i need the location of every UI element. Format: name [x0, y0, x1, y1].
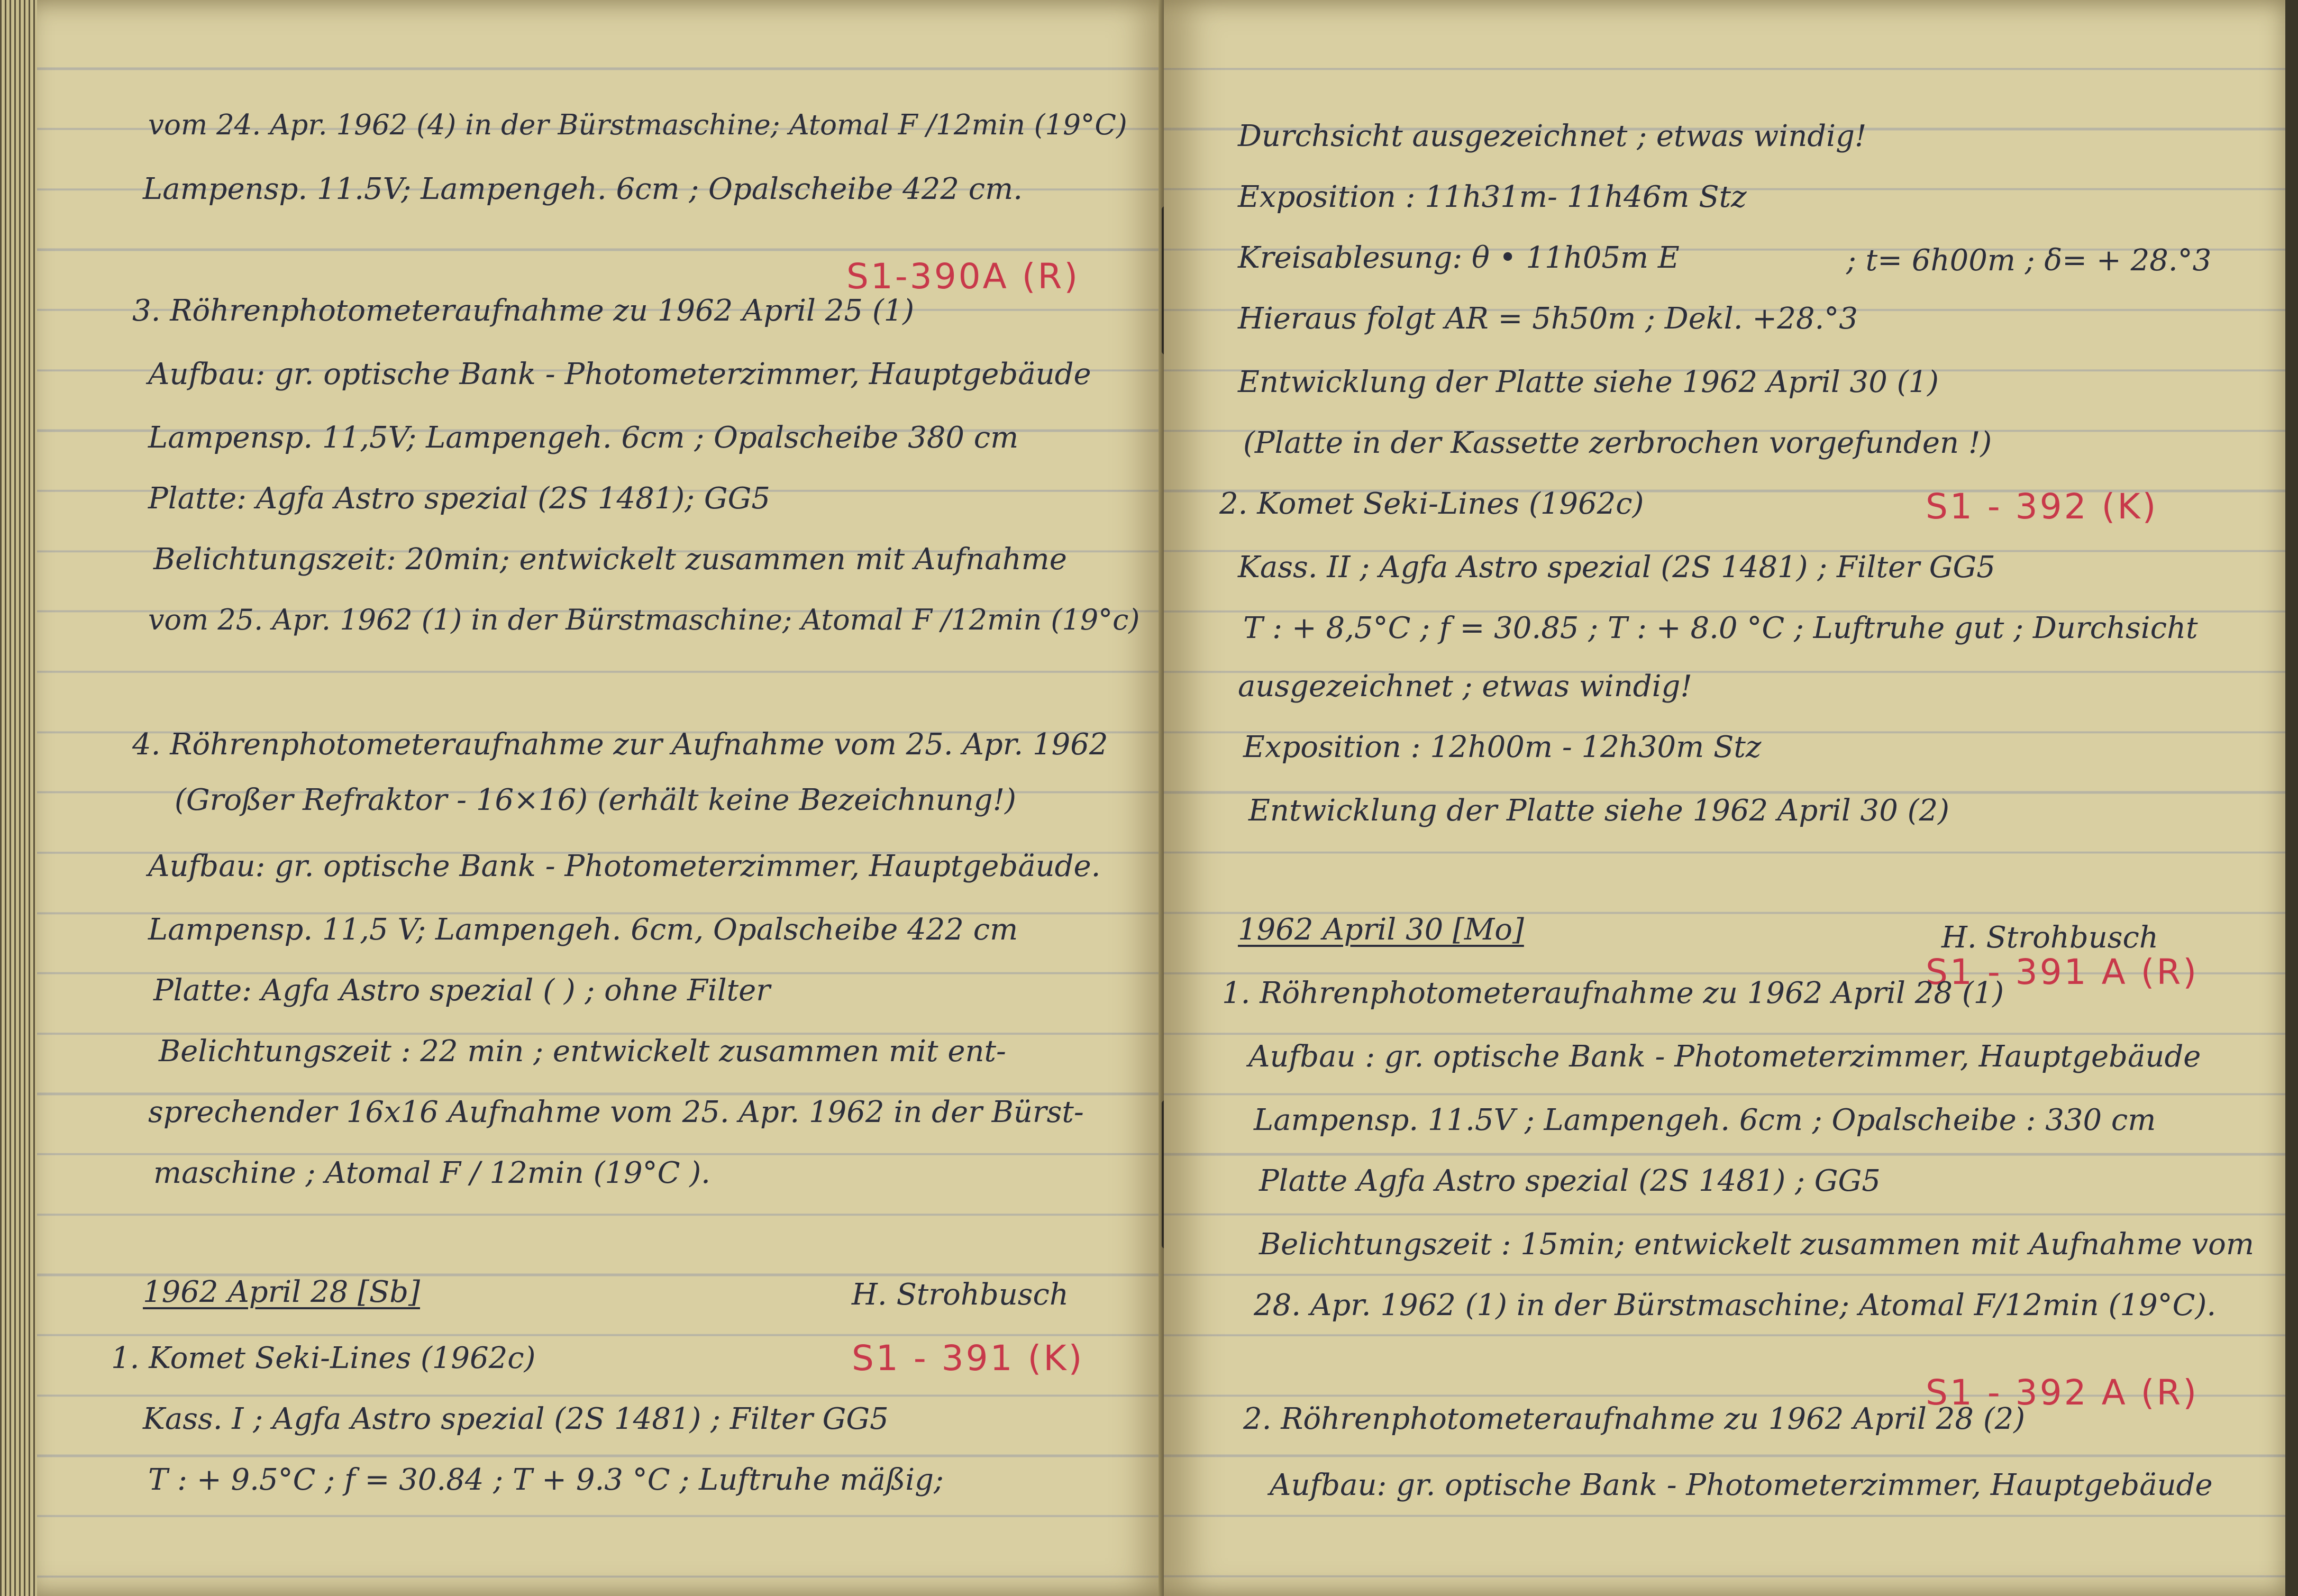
text-line: (Platte in der Kassette zerbrochen vorgefunden !) [1243, 426, 1992, 460]
text-line: (Großer Refraktor - 16×16) (erhält keine Bezeichnung!) [175, 783, 1016, 817]
text-line: 2. Röhrenphotometeraufnahme zu 1962 April 28 (2) [1243, 1402, 2026, 1436]
text-line: Lampensp. 11.5V; Lampengeh. 6cm ; Opalscheibe 422 cm. [143, 172, 1023, 206]
text-line: Durchsicht ausgezeichnet ; etwas windig! [1238, 119, 1867, 153]
text-line: Belichtungszeit : 15min; entwickelt zusammen mit Aufnahme vom [1259, 1227, 2254, 1262]
text-line: Lampensp. 11.5V ; Lampengeh. 6cm ; Opalscheibe : 330 cm [1254, 1103, 2156, 1137]
catalog-mark: S1 - 391 A (R) [1926, 952, 2199, 992]
text-line: 1. Komet Seki-Lines (1962c) [111, 1341, 536, 1375]
text-line: Exposition : 12h00m - 12h30m Stz [1243, 730, 1762, 764]
text-line: Platte Agfa Astro spezial (2S 1481) ; GG5 [1259, 1164, 1881, 1198]
text-line: Belichtungszeit : 22 min ; entwickelt zusammen mit ent- [159, 1034, 1006, 1069]
text-line: Aufbau: gr. optische Bank - Photometerzimmer, Hauptgebäude. [148, 849, 1101, 883]
text-line: Entwicklung der Platte siehe 1962 April 30 (2) [1248, 794, 1949, 828]
observer-name: H. Strohbusch [852, 1278, 1069, 1312]
text-line: 2. Komet Seki-Lines (1962c) [1219, 487, 1644, 521]
text-line: ausgezeichnet ; etwas windig! [1238, 669, 1692, 704]
text-line: vom 24. Apr. 1962 (4) in der Bürstmaschine; Atomal F /12min (19°C) [148, 109, 1127, 141]
text-line: Lampensp. 11,5V; Lampengeh. 6cm ; Opalscheibe 380 cm [148, 421, 1019, 455]
text-line: Aufbau: gr. optische Bank - Photometerzimmer, Hauptgebäude [148, 357, 1091, 391]
text-line: Aufbau: gr. optische Bank - Photometerzimmer, Hauptgebäude [1270, 1468, 2213, 1502]
text-line: T : + 9.5°C ; f = 30.84 ; T + 9.3 °C ; Luftruhe mäßig; [148, 1463, 944, 1497]
text-line: Kass. I ; Agfa Astro spezial (2S 1481) ; Filter GG5 [143, 1402, 889, 1436]
text-line: maschine ; Atomal F / 12min (19°C ). [153, 1156, 710, 1190]
date-heading: 1962 April 30 [Mo] [1238, 913, 1524, 947]
text-line: T : + 8,5°C ; f = 30.85 ; T : + 8.0 °C ; Luftruhe gut ; Durchsicht [1243, 611, 2198, 645]
text-line: 1. Röhrenphotometeraufnahme zu 1962 April 28 (1) [1222, 976, 2004, 1010]
catalog-mark: S1 - 391 (K) [852, 1338, 1084, 1379]
text-line: Belichtungszeit: 20min; entwickelt zusammen mit Aufnahme [153, 542, 1067, 577]
text-line: Platte: Agfa Astro spezial ( ) ; ohne Filter [153, 973, 771, 1008]
page-edges [0, 0, 37, 1596]
text-line: 4. Röhrenphotometeraufnahme zur Aufnahme vom 25. Apr. 1962 [132, 727, 1108, 762]
catalog-mark: S1 - 392 (K) [1926, 486, 2158, 527]
text-line: Hieraus folgt AR = 5h50m ; Dekl. +28.°3 [1238, 302, 1858, 336]
right-page [1164, 0, 2298, 1596]
text-line: 28. Apr. 1962 (1) in der Bürstmaschine; Atomal F/12min (19°C). [1254, 1288, 2217, 1323]
text-line: Kass. II ; Agfa Astro spezial (2S 1481) ; Filter GG5 [1238, 550, 1995, 585]
text-line: vom 25. Apr. 1962 (1) in der Bürstmaschine; Atomal F /12min (19°c) [148, 603, 1140, 636]
text-line: Entwicklung der Platte siehe 1962 April 30 (1) [1238, 365, 1939, 399]
catalog-mark: S1 - 392 A (R) [1926, 1372, 2199, 1413]
page-edge [2285, 0, 2298, 1596]
text-line: Platte: Agfa Astro spezial (2S 1481); GG5 [148, 481, 770, 516]
date-heading: 1962 April 28 [Sb] [143, 1275, 420, 1309]
text-line: 3. Röhrenphotometeraufnahme zu 1962 April 25 (1) [132, 294, 915, 328]
text-line: Lampensp. 11,5 V; Lampengeh. 6cm, Opalscheibe 422 cm [148, 913, 1018, 947]
text-line: Kreisablesung: θ • 11h05m E [1238, 241, 1680, 275]
text-line: sprechender 16x16 Aufnahme vom 25. Apr. 1962 in der Bürst- [148, 1095, 1084, 1129]
catalog-mark: S1-390A (R) [846, 256, 1080, 297]
observer-name: H. Strohbusch [1941, 920, 2158, 955]
text-line: ; t= 6h00m ; δ= + 28.°3 [1846, 243, 2212, 278]
text-line: Exposition : 11h31m- 11h46m Stz [1238, 180, 1747, 214]
text-line: Aufbau : gr. optische Bank - Photometerzimmer, Hauptgebäude [1248, 1039, 2201, 1074]
